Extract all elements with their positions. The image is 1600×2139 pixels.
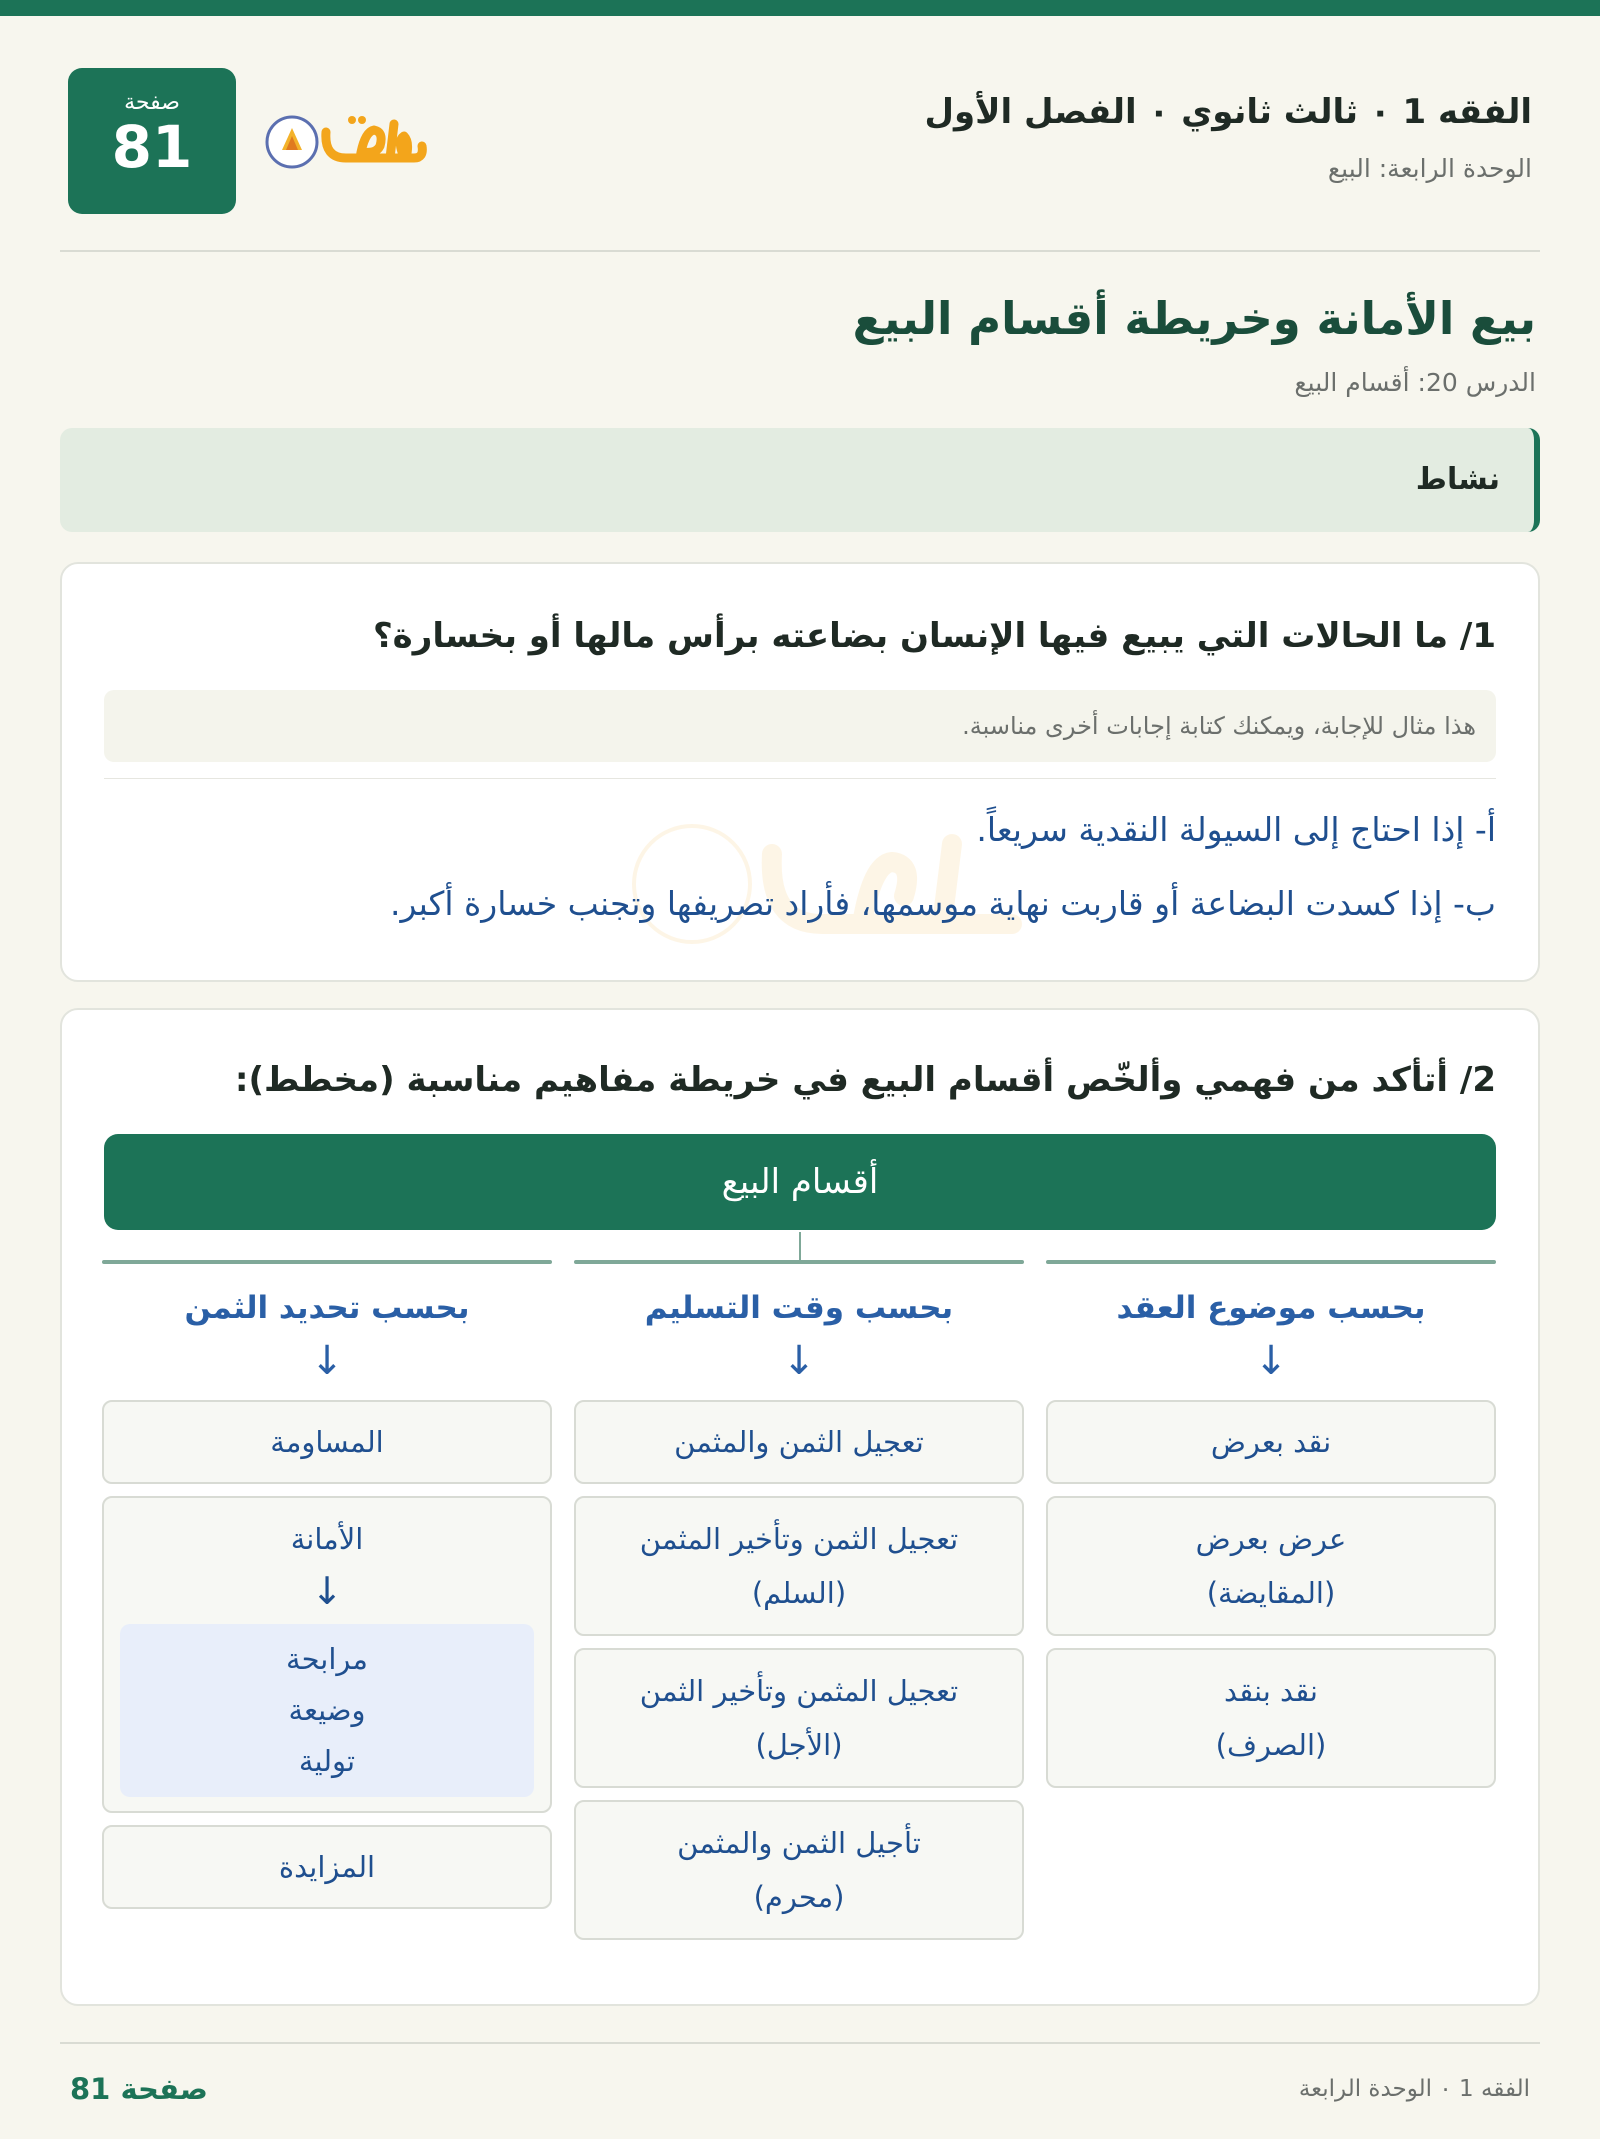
down-arrow-icon: ↓: [1254, 1338, 1288, 1384]
top-accent-bar: [0, 0, 1600, 16]
map-item-label: المزايدة: [278, 1850, 376, 1884]
question-2-title: 2/ أتأكد من فهمي وألخّص أقسام البيع في خريطة مفاهيم مناسبة (مخطط):: [234, 1060, 1496, 1100]
map-item: [574, 1496, 1024, 1636]
activity-label: نشاط: [1415, 462, 1500, 497]
map-item-label: الأمانة: [290, 1522, 364, 1556]
concept-map-title: أقسام البيع: [721, 1162, 879, 1202]
map-item: [574, 1800, 1024, 1940]
map-item-trust: [102, 1496, 552, 1813]
map-item-note: (الأجل): [755, 1728, 843, 1762]
down-arrow-icon: ↓: [782, 1338, 816, 1384]
hulul-logo-icon: [264, 102, 434, 182]
map-item-label: نقد بعرض: [1210, 1425, 1332, 1459]
map-item-label: نقد بنقد: [1224, 1674, 1318, 1708]
question-1-card: [60, 562, 1540, 982]
column-title: بحسب وقت التسليم: [644, 1290, 954, 1326]
map-item-label: تعجيل الثمن وتأخير المثمن: [639, 1522, 959, 1556]
map-item-label: تعجيل المثمن وتأخير الثمن: [639, 1674, 959, 1708]
column-bar: [574, 1260, 1024, 1264]
subtype-item: وضيعة: [288, 1693, 366, 1727]
map-item-note: (محرم): [753, 1880, 845, 1914]
map-column-price: [102, 1260, 552, 1909]
page-label: صفحة: [124, 90, 180, 115]
answer-b: ب- إذا كسدت البضاعة أو قاربت نهاية موسمها، فأراد تصريفها وتجنب خسارة أكبر.: [389, 884, 1496, 923]
map-column-contract: [1046, 1260, 1496, 1788]
map-item: [102, 1400, 552, 1484]
map-item: [1046, 1648, 1496, 1788]
map-item-label: تأجيل الثمن والمثمن: [677, 1826, 921, 1860]
answer-hint-box: [104, 690, 1496, 762]
map-item-note: (السلم): [751, 1576, 847, 1610]
column-bar: [102, 1260, 552, 1264]
down-arrow-icon: ↓: [310, 1338, 344, 1384]
question-1-title: 1/ ما الحالات التي يبيع فيها الإنسان بضاعته برأس مالها أو بخسارة؟: [372, 616, 1496, 656]
lesson-title: بيع الأمانة وخريطة أقسام البيع: [852, 292, 1536, 345]
column-title: بحسب تحديد الثمن: [184, 1290, 470, 1326]
column-title: بحسب موضوع العقد: [1116, 1290, 1426, 1326]
question-2-card: [60, 1008, 1540, 2006]
concept-map-root: [104, 1134, 1496, 1230]
answer-hint: هذا مثال للإجابة، ويمكنك كتابة إجابات أخرى مناسبة.: [962, 712, 1476, 740]
map-item: [1046, 1496, 1496, 1636]
page-number-badge: [68, 68, 236, 214]
footer-divider: [60, 2042, 1540, 2044]
lesson-subtitle: الدرس 20: أقسام البيع: [1294, 368, 1536, 397]
subtype-item: تولية: [298, 1744, 356, 1778]
activity-banner: [60, 428, 1540, 532]
unit-title: الوحدة الرابعة: البيع: [1327, 154, 1532, 183]
map-item: [574, 1400, 1024, 1484]
footer-book: الفقه 1 ٠ الوحدة الرابعة: [1298, 2076, 1530, 2102]
map-item: [102, 1825, 552, 1909]
column-bar: [1046, 1260, 1496, 1264]
answer-a: أ- إذا احتاج إلى السيولة النقدية سريعاً.: [976, 810, 1496, 849]
map-item-label: المساومة: [270, 1425, 384, 1459]
map-item-label: عرض بعرض: [1195, 1522, 1347, 1556]
root-connector: [799, 1232, 801, 1260]
down-arrow-icon: ↓: [311, 1569, 343, 1613]
page-number: 81: [111, 113, 193, 181]
map-item-note: (المقايضة): [1206, 1576, 1336, 1610]
map-column-delivery: [574, 1260, 1024, 1940]
page-header: [68, 68, 1532, 218]
map-item: [574, 1648, 1024, 1788]
map-item-label: تعجيل الثمن والمثمن: [674, 1425, 924, 1459]
header-text: [925, 92, 1533, 183]
map-item-note: (الصرف): [1215, 1728, 1327, 1762]
map-item: [1046, 1400, 1496, 1484]
trust-subtypes: [120, 1624, 534, 1797]
subtype-item: مرابحة: [286, 1642, 368, 1676]
book-title: الفقه 1 ٠ ثالث ثانوي ٠ الفصل الأول: [924, 92, 1532, 132]
footer-page: صفحة 81: [70, 2072, 208, 2106]
answer-divider: [104, 778, 1496, 779]
header-divider: [60, 250, 1540, 252]
